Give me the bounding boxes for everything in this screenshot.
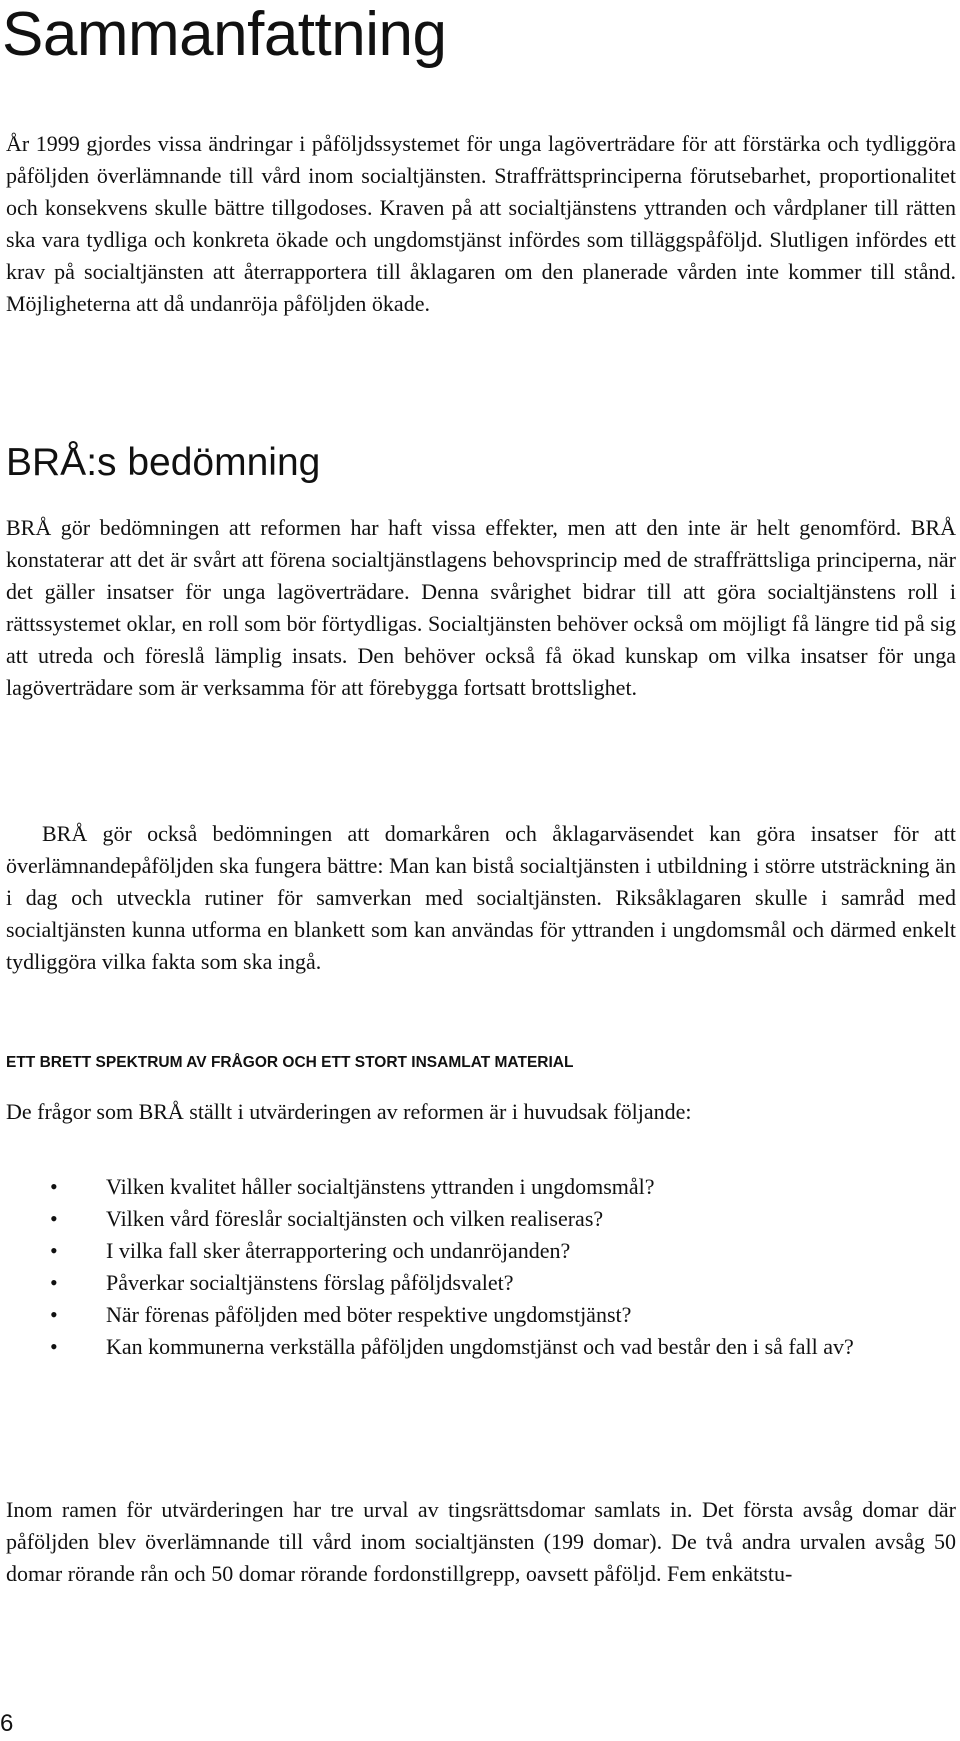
list-item-text: När förenas påföljden med böter respektive ungdomstjänst? — [106, 1302, 632, 1327]
bullet-icon: • — [50, 1238, 58, 1263]
bullet-icon: • — [50, 1302, 58, 1327]
page-number: 6 — [0, 1710, 14, 1737]
list-item-text: Kan kommunerna verkställa påföljden ungdomstjänst och vad består den i så fall av? — [106, 1334, 854, 1359]
closing-paragraph: Inom ramen för utvärderingen har tre urval av tingsrättsdomar samlats in. Det första avsåg domar där påföljden blev överlämnande till vård inom socialtjänsten (199 domar). De två andra urvalen avsåg 50 domar rörande rån och 50 domar rörande fordonstillgrepp, oavsett påföljd. Fem enkätstu- — [6, 1497, 956, 1586]
bullet-icon: • — [50, 1206, 58, 1231]
list-item — [6, 1267, 956, 1299]
question-list — [6, 1171, 956, 1363]
list-item-text: Påverkar socialtjänstens förslag påföljdsvalet? — [106, 1270, 514, 1295]
list-item — [6, 1331, 956, 1363]
spectrum-heading: ETT BRETT SPEKTRUM AV FRÅGOR OCH ETT STORT INSAMLAT MATERIAL — [6, 1054, 574, 1071]
list-item — [6, 1171, 956, 1203]
bullet-icon: • — [50, 1270, 58, 1295]
bullet-icon: • — [50, 1174, 58, 1199]
assessment-paragraph-2: BRÅ gör också bedömningen att domarkåren och åklagarväsendet kan göra insatser för att överlämnandepåföljden ska fungera bättre: Man kan bistå socialtjänsten i utbildning i större utsträckning än i dag och utveckla rutiner för samverkan med socialtjänsten. Riksåklagaren skulle i samråd med socialtjänsten kunna utforma en blankett som kan användas för yttranden i ungdomsmål och därmed enkelt tydliggöra vilka fakta som ska ingå. — [6, 821, 956, 974]
list-item — [6, 1299, 956, 1331]
page-title: Sammanfattning — [2, 0, 447, 69]
bullet-icon: • — [50, 1334, 58, 1359]
list-item-text: Vilken vård föreslår socialtjänsten och vilken realiseras? — [106, 1206, 604, 1231]
assessment-heading: BRÅ:s bedömning — [6, 441, 321, 484]
assessment-paragraph-1: BRÅ gör bedömningen att reformen har haft vissa effekter, men att den inte är helt genomförd. BRÅ konstaterar att det är svårt att förena socialtjänstlagens behovsprincip med de straffrättsliga principerna, när det gäller insatser för unga lagöverträdare. Denna svårighet bidrar till att göra socialtjänstens roll i rättssystemet oklar, en roll som bör förtydligas. Socialtjänsten behöver också om möjligt få längre tid på sig att utreda och föreslå lämplig insats. Den behöver också få ökad kunskap om vilka insatser för unga lagöverträdare som är verksamma för att förebygga fortsatt brottslighet. — [6, 515, 956, 700]
list-item-text: I vilka fall sker återrapportering och undanröjanden? — [106, 1238, 571, 1263]
spectrum-lead-in: De frågor som BRÅ ställt i utvärderingen av reformen är i huvudsak följande: — [6, 1099, 692, 1124]
list-item — [6, 1203, 956, 1235]
list-item — [6, 1235, 956, 1267]
list-item-text: Vilken kvalitet håller socialtjänstens yttranden i ungdomsmål? — [106, 1174, 655, 1199]
intro-paragraph: År 1999 gjordes vissa ändringar i påföljdssystemet för unga lagöverträdare för att förstärka och tydliggöra påföljden överlämnande till vård inom socialtjänsten. Straffrättsprinciperna förutsebarhet, proportionalitet och konsekvens skulle bättre tillgodoses. Kraven på att socialtjänstens yttranden och vårdplaner till rätten ska vara tydliga och konkreta ökade och ungdomstjänst infördes som tilläggspåföljd. Slutligen infördes ett krav på socialtjänsten att återrapportera till åklagaren om den planerade vården inte kommer till stånd. Möjligheterna att då undanröja påföljden ökade. — [6, 131, 956, 316]
